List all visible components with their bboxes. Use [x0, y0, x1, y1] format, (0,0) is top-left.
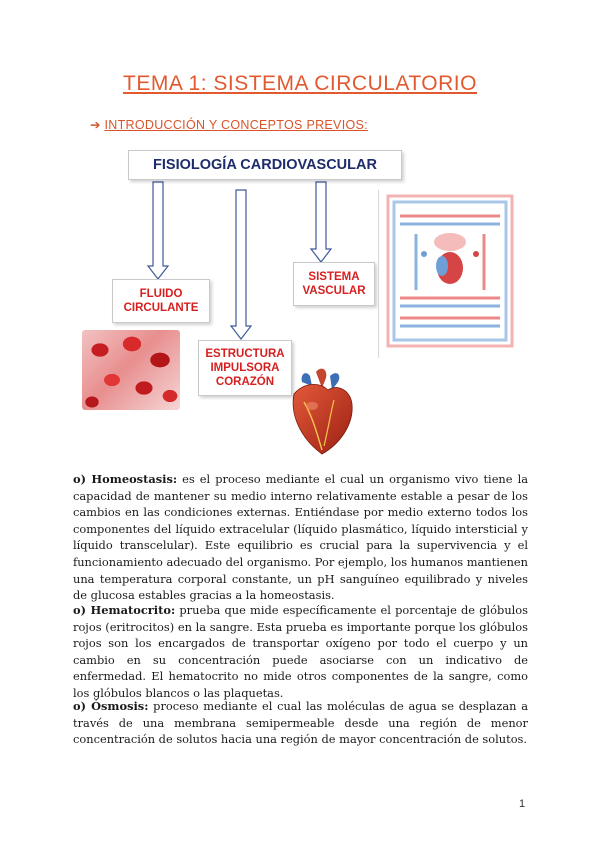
estructura-line2: IMPULSORA [210, 362, 280, 374]
page-number: 1 [519, 798, 526, 810]
heart-illustration [293, 369, 352, 454]
fluido-circulante-box [112, 279, 210, 323]
definition-hematocrito [73, 602, 528, 702]
term-homeostasis: Homeostasis: [91, 472, 178, 486]
definition-text: es el proceso mediante el cual un organismo vivo tiene la capacidad de mantener su medio interno relativamente estable a pesar de los cambios en las condiciones externas. Entiéndase por medio externo todos los componentes del líquido extracelular (líquido plasmático, líquido intersticial y líquido transcelular). Este equilibrio es crucial para la supervivencia y el funcionamiento adecuado del organismo. Por ejemplo, los humanos mantienen una temperatura corporal constante, un pH sanguíneo equilibrado y niveles de glucosa estables gracias a la homeostasis. [73, 472, 529, 603]
definition-homeostasis [73, 471, 528, 604]
estructura-line1: ESTRUCTURA [205, 348, 285, 360]
page-title: TEMA 1: SISTEMA CIRCULATORIO [123, 72, 477, 95]
definition-text: prueba que mide específicamente el porcentaje de glóbulos rojos (eritrocitos) en la sangre. Esta prueba es importante porque los glóbulos rojos son los encargados de transportar oxígeno por todo el cuerpo y un cambio en su concentración puede asociarse con un indicativo de enfermedad. El hematocrito no mide otros componentes de la sangre, como los glóbulos blancos o las plaquetas. [73, 603, 528, 700]
term-osmosis: Ósmosis: [91, 699, 149, 713]
red-blood-cells-image [82, 330, 180, 410]
term-hematocrito: Hematocrito: [90, 603, 176, 617]
arrow-down-estructura [231, 190, 251, 339]
sistema-line1: SISTEMA [308, 271, 360, 283]
bullet: o) [73, 699, 86, 713]
fisiologia-cardiovascular-box: FISIOLOGÍA CARDIOVASCULAR [128, 150, 402, 180]
estructura-impulsora-box [198, 340, 292, 396]
vascular-diagram-frame [378, 190, 521, 358]
estructura-line3: CORAZÓN [215, 376, 275, 388]
definition-osmosis [73, 698, 528, 748]
arrow-right-icon: ➔ [90, 118, 101, 132]
bullet: o) [73, 472, 86, 486]
fluido-line2: CIRCULANTE [123, 302, 199, 314]
arrow-down-fluido [148, 182, 168, 279]
bullet: o) [73, 603, 86, 617]
arrow-down-sistema [311, 182, 331, 262]
section-subtitle-text: INTRODUCCIÓN Y CONCEPTOS PREVIOS: [104, 118, 368, 132]
sistema-line2: VASCULAR [302, 285, 366, 297]
fluido-line1: FLUIDO [139, 288, 183, 300]
definition-text: proceso mediante el cual las moléculas de agua se desplazan a través de una membrana semipermeable desde una región de menor concentración de solutos hacia una región de mayor concentración de solutos. [73, 699, 528, 747]
sistema-vascular-box [293, 262, 375, 306]
